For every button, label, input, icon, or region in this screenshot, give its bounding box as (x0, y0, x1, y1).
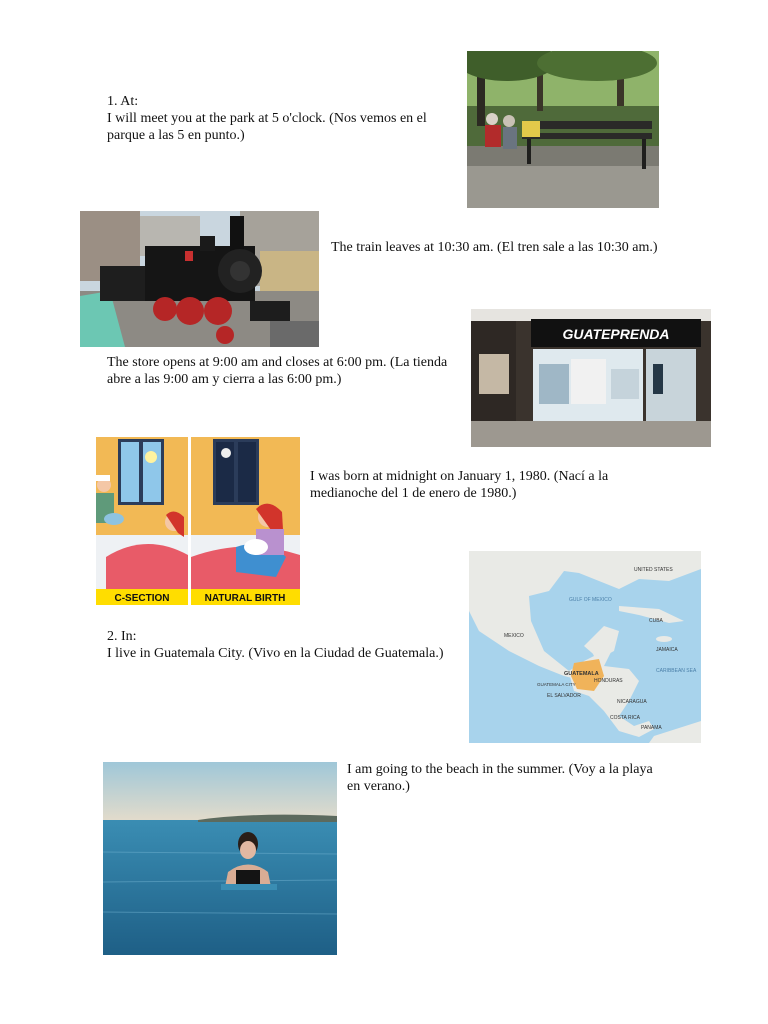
map-label-guatemala: GUATEMALA (564, 671, 599, 677)
natural-birth-caption: NATURAL BIRTH (204, 593, 286, 604)
section-heading-at: 1. At: (107, 94, 139, 109)
beach-sentence: I am going to the beach in the summer. (Voy a la playa en verano.) (347, 762, 653, 794)
map-label-el-salvador: EL SALVADOR (547, 693, 581, 699)
section-heading-in: 2. In: (107, 629, 137, 644)
city-sentence: I live in Guatemala City. (Vivo en la Ciudad de Guatemala.) (107, 646, 444, 661)
map-label-nicaragua: NICARAGUA (617, 699, 647, 705)
park-photo (467, 51, 659, 208)
map-label-guatemala-city: GUATEMALA CITY (537, 682, 576, 687)
train-photo (80, 211, 319, 347)
map-label-jamaica: JAMAICA (656, 647, 678, 653)
store-sentence: The store opens at 9:00 am and closes at 6:00 pm. (La tienda abre a las 9:00 am y cierra a las 6:00 pm.) (107, 355, 448, 387)
central-america-map (469, 551, 701, 743)
store-photo (471, 309, 711, 447)
store-sign-text: GUATEPRENDA (562, 326, 670, 342)
train-sentence: The train leaves at 10:30 am. (El tren sale a las 10:30 am.) (331, 240, 658, 255)
map-label-caribbean: CARIBBEAN SEA (656, 668, 697, 674)
map-label-honduras: HONDURAS (594, 678, 623, 684)
map-label-panama: PANAMA (641, 725, 662, 731)
map-label-gulf: GULF OF MEXICO (569, 597, 612, 603)
park-sentence: I will meet you at the park at 5 o'clock. (Nos vemos en el parque a las 5 en punto.) (107, 111, 427, 143)
map-label-us: UNITED STATES (634, 567, 673, 573)
birth-illustration (96, 437, 300, 605)
c-section-caption: C-SECTION (114, 593, 170, 604)
beach-photo (103, 762, 337, 955)
map-label-mexico: MEXICO (504, 633, 524, 639)
birth-sentence: I was born at midnight on January 1, 1980. (Nací a la medianoche del 1 de enero de 1980.) (310, 469, 609, 501)
map-label-cuba: CUBA (649, 618, 663, 624)
map-label-costa-rica: COSTA RICA (610, 715, 640, 721)
